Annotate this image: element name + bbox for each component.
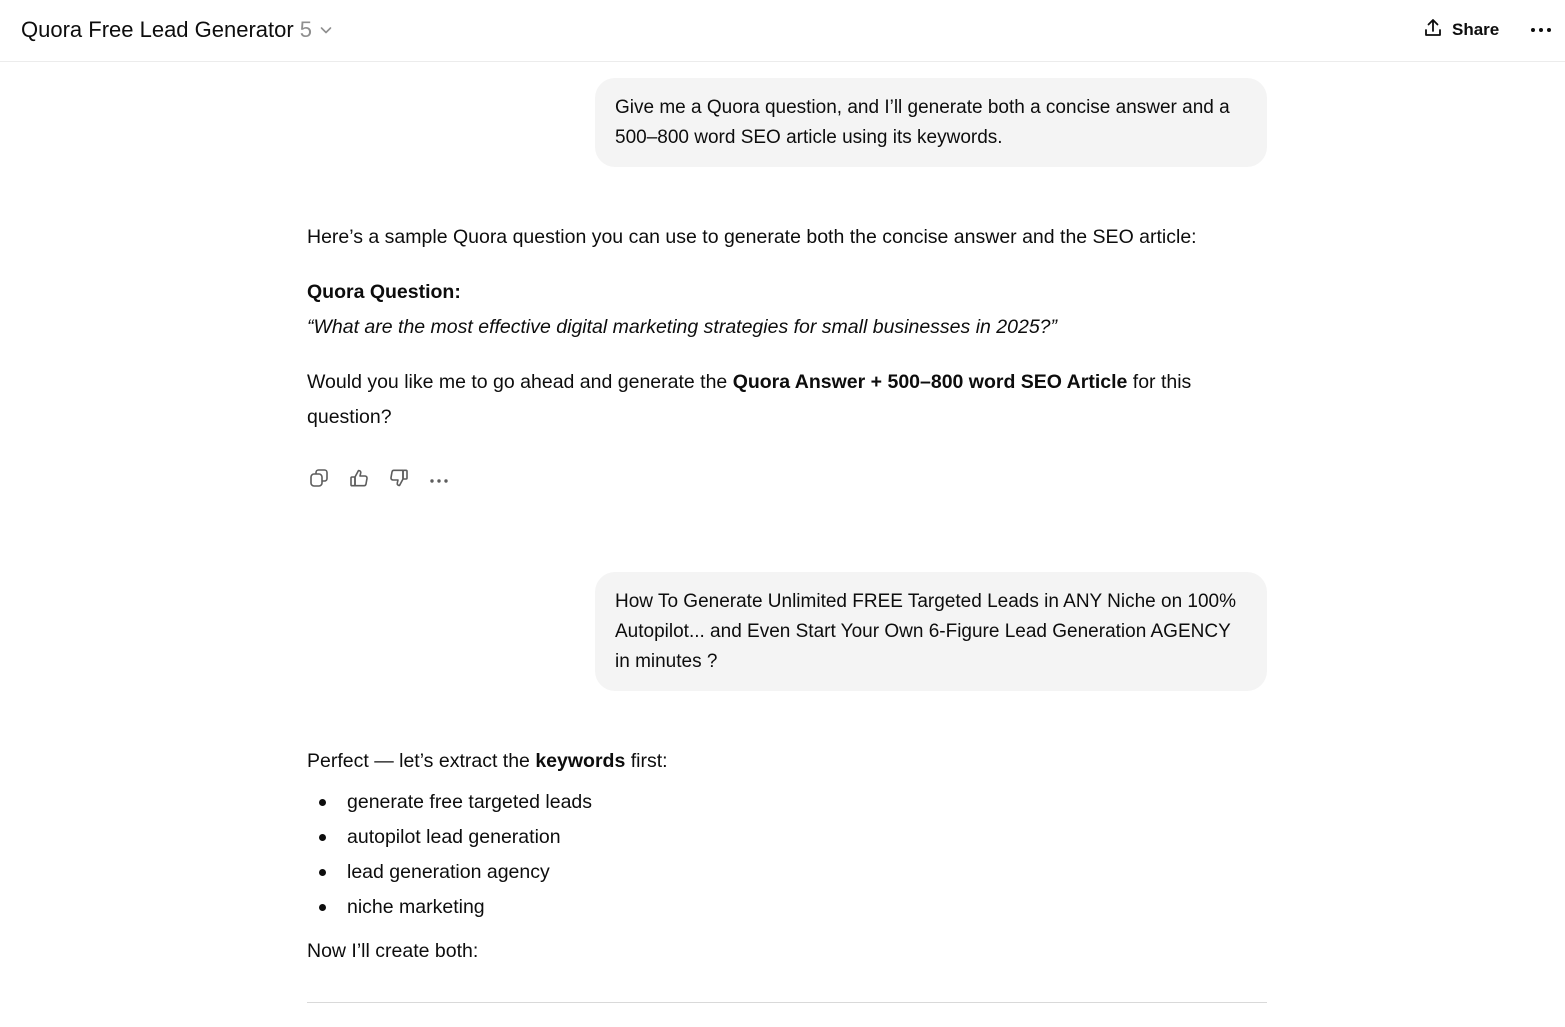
bad-response-button[interactable] [383,464,415,496]
keywords-intro-prefix: Perfect — let’s extract the [307,750,536,772]
thumbs-down-icon [388,467,410,494]
list-item: lead generation agency [307,855,1207,890]
top-bar [0,0,1565,62]
list-item: generate free targeted leads [307,785,1207,820]
divider [307,1002,1267,1003]
user-message-text: How To Generate Unlimited FREE Targeted Leads in ANY Niche on 100% Autopilot... and Even Start Your Own 6-Figure Lead Generation AGENCY in minutes ? [615,591,1237,672]
share-label: Share [1452,20,1500,39]
copy-icon [308,467,330,494]
list-item: autopilot lead generation [307,820,1207,855]
user-message [595,572,1267,691]
user-message-text: Give me a Quora question, and I’ll generate both a concise answer and a 500–800 word SEO article using its keywords. [615,97,1230,148]
upload-icon [1422,17,1444,44]
offer-suffix: for this question? [307,371,1192,428]
more-options-button[interactable] [1524,14,1558,46]
outro-text: Now I’ll create both: [307,940,479,962]
chevron-down-icon [318,22,334,38]
user-message [595,78,1267,167]
keywords-intro [307,744,1267,779]
message-actions [303,464,455,496]
offer-prefix: Would you like me to go ahead and generate the [307,371,733,393]
list-item: niche marketing [307,890,1207,925]
assistant-intro: Here’s a sample Quora question you can use to generate both the concise answer and the SEO article: [307,226,1197,248]
keywords-intro-suffix: first: [625,750,668,772]
version-number: 5 [299,17,312,42]
question-text: “What are the most effective digital marketing strategies for small businesses in 2025?” [307,316,1058,338]
keywords-intro-bold: keywords [535,750,626,772]
good-response-button[interactable] [343,464,375,496]
question-label: Quora Question: [307,281,461,303]
keyword-list [307,785,1207,925]
conversation-title: Quora Free Lead Generator [21,17,294,42]
ellipsis-icon [1530,21,1552,39]
copy-button[interactable] [303,464,335,496]
more-actions-button[interactable] [423,464,455,496]
offer-text [307,365,1227,435]
share-button[interactable] [1414,14,1507,46]
ellipsis-icon [429,471,449,489]
offer-bold: Quora Answer + 500–800 word SEO Article [732,371,1128,393]
thumbs-up-icon [348,467,370,494]
conversation-title-menu[interactable] [21,16,334,44]
